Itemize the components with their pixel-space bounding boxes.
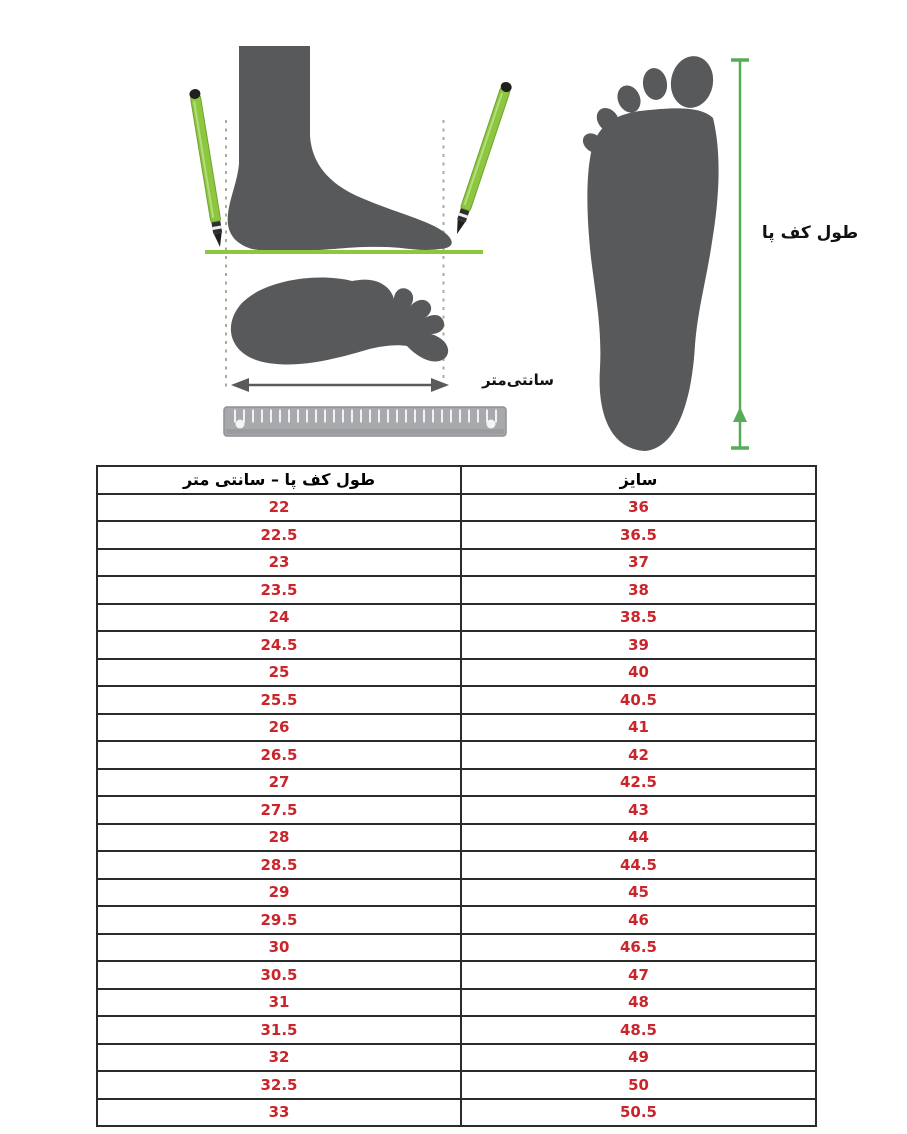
- table-cell: 23: [97, 549, 461, 577]
- table-cell: 32.5: [97, 1071, 461, 1099]
- header-length-cm: طول کف پا – سانتی متر: [97, 466, 461, 494]
- table-cell: 46: [461, 906, 816, 934]
- table-row: [97, 714, 816, 742]
- ruler-icon: [224, 407, 506, 436]
- table-cell: 44: [461, 824, 816, 852]
- table-row: [97, 521, 816, 549]
- table-cell: 29.5: [97, 906, 461, 934]
- table-cell: 29: [97, 879, 461, 907]
- table-row: [97, 879, 816, 907]
- table-cell: 26: [97, 714, 461, 742]
- foot-sole-silhouette: [579, 53, 718, 451]
- table-cell: 38: [461, 576, 816, 604]
- table-row: [97, 961, 816, 989]
- table-cell: 37: [461, 549, 816, 577]
- centimeter-label: سانتی‌متر: [481, 371, 555, 389]
- table-cell: 25.5: [97, 686, 461, 714]
- table-row: [97, 1044, 816, 1072]
- table-cell: 48: [461, 989, 816, 1017]
- table-cell: 27.5: [97, 796, 461, 824]
- table-cell: 24.5: [97, 631, 461, 659]
- table-row: [97, 906, 816, 934]
- table-header-row: [97, 466, 816, 494]
- table-row: [97, 659, 816, 687]
- table-row: [97, 824, 816, 852]
- table-cell: 49: [461, 1044, 816, 1072]
- table-cell: 30: [97, 934, 461, 962]
- table-cell: 25: [97, 659, 461, 687]
- table-cell: 36: [461, 494, 816, 522]
- table-row: [97, 494, 816, 522]
- side-foot-silhouette: [228, 46, 452, 251]
- table-cell: 31.5: [97, 1016, 461, 1044]
- table-cell: 44.5: [461, 851, 816, 879]
- table-cell: 22.5: [97, 521, 461, 549]
- table-cell: 47: [461, 961, 816, 989]
- table-row: [97, 604, 816, 632]
- left-pen-icon: [189, 88, 226, 248]
- table-row: [97, 1016, 816, 1044]
- table-row: [97, 989, 816, 1017]
- table-cell: 22: [97, 494, 461, 522]
- table-cell: 36.5: [461, 521, 816, 549]
- table-cell: 42.5: [461, 769, 816, 797]
- table-cell: 40.5: [461, 686, 816, 714]
- table-row: [97, 741, 816, 769]
- table-cell: 24: [97, 604, 461, 632]
- size-table-body: [97, 494, 816, 1127]
- table-row: [97, 549, 816, 577]
- table-cell: 40: [461, 659, 816, 687]
- horizontal-measure-arrow: [231, 378, 449, 392]
- table-cell: 50.5: [461, 1099, 816, 1127]
- table-cell: 41: [461, 714, 816, 742]
- size-table: [96, 465, 817, 1127]
- table-cell: 31: [97, 989, 461, 1017]
- table-cell: 45: [461, 879, 816, 907]
- right-pen-icon: [452, 81, 513, 236]
- table-cell: 32: [97, 1044, 461, 1072]
- table-cell: 50: [461, 1071, 816, 1099]
- table-cell: 38.5: [461, 604, 816, 632]
- header-size: سایز: [461, 466, 816, 494]
- sole-length-label: طول کف پا: [761, 223, 859, 243]
- table-row: [97, 686, 816, 714]
- table-cell: 27: [97, 769, 461, 797]
- table-row: [97, 576, 816, 604]
- table-cell: 39: [461, 631, 816, 659]
- vertical-measure-line: [731, 60, 749, 448]
- table-cell: 30.5: [97, 961, 461, 989]
- table-row: [97, 1099, 816, 1127]
- table-cell: 43: [461, 796, 816, 824]
- table-cell: 33: [97, 1099, 461, 1127]
- measurement-illustration: [0, 0, 907, 462]
- table-cell: 23.5: [97, 576, 461, 604]
- table-row: [97, 1071, 816, 1099]
- footprint-top-silhouette: [231, 278, 448, 365]
- table-cell: 48.5: [461, 1016, 816, 1044]
- table-row: [97, 851, 816, 879]
- table-cell: 42: [461, 741, 816, 769]
- table-cell: 26.5: [97, 741, 461, 769]
- table-row: [97, 796, 816, 824]
- table-row: [97, 631, 816, 659]
- table-cell: 28.5: [97, 851, 461, 879]
- table-cell: 46.5: [461, 934, 816, 962]
- table-row: [97, 934, 816, 962]
- table-cell: 28: [97, 824, 461, 852]
- table-row: [97, 769, 816, 797]
